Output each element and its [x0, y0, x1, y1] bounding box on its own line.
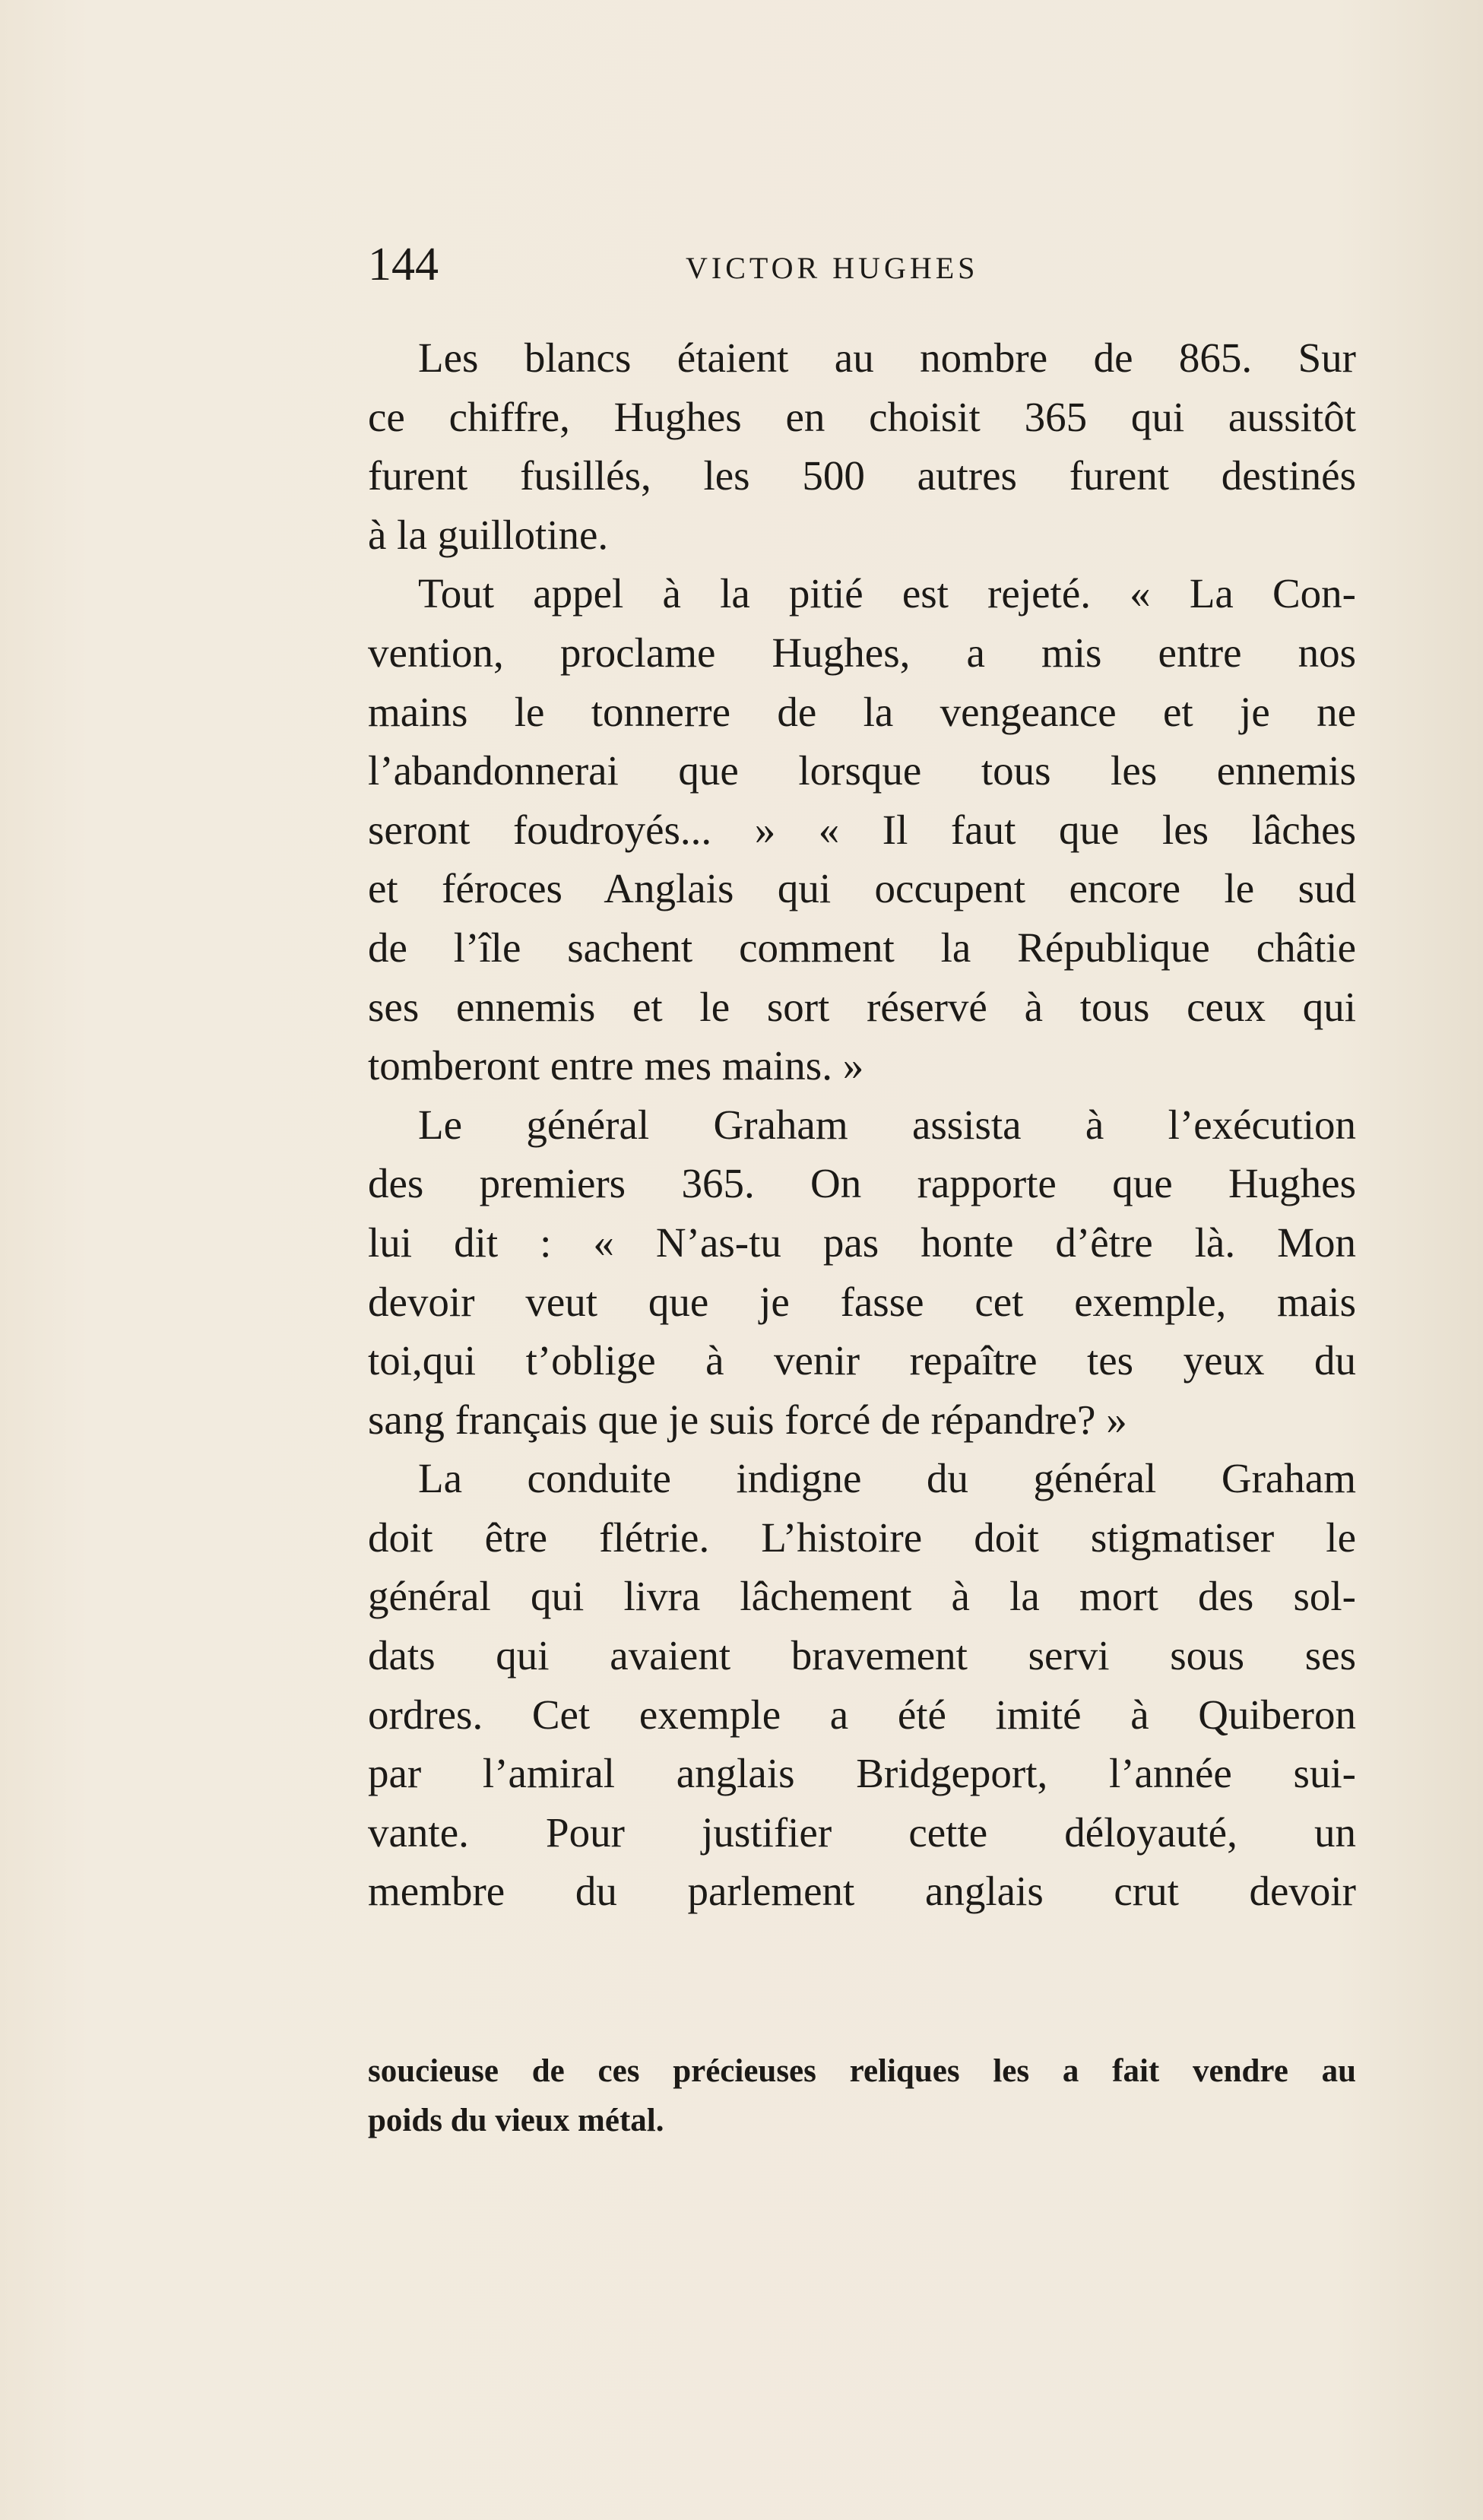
text-line: général qui livra lâchement à la mort des sol- — [368, 1573, 1356, 1620]
text-line: des premiers 365. On rapporte que Hughes — [368, 1160, 1356, 1207]
text-line: ses ennemis et le sort réservé à tous ceux qui — [368, 983, 1356, 1030]
text-line: vention, proclame Hughes, a mis entre nos — [368, 629, 1356, 676]
text-line: seront foudroyés... » « Il faut que les lâches — [368, 806, 1356, 853]
page-header — [368, 234, 1356, 295]
text-line: de l’île sachent comment la République châtie — [368, 924, 1356, 971]
text-line: Le général Graham assista à l’exécution — [418, 1101, 1356, 1148]
body-text — [368, 328, 1356, 1921]
text-line: La conduite indigne du général Graham — [418, 1455, 1356, 1502]
running-title: VICTOR HUGHES — [686, 251, 979, 285]
footnote-line: soucieuse de ces précieuses reliques les a fait vendre au — [368, 2053, 1356, 2089]
text-line: vante. Pour justifier cette déloyauté, un — [368, 1808, 1356, 1856]
text-line: ce chiffre, Hughes en choisit 365 qui aussitôt — [368, 393, 1356, 440]
text-line: et féroces Anglais qui occupent encore le sud — [368, 865, 1356, 912]
text-line: Tout appel à la pitié est rejeté. « La Con- — [418, 570, 1356, 617]
text-line: sang français que je suis forcé de répandre? » — [368, 1396, 1127, 1443]
text-line: mains le tonnerre de la vengeance et je ne — [368, 688, 1356, 735]
page-number: 144 — [368, 239, 439, 290]
text-line: par l’amiral anglais Bridgeport, l’année sui- — [368, 1750, 1356, 1797]
text-line: Les blancs étaient au nombre de 865. Sur — [418, 334, 1356, 381]
text-line: tomberont entre mes mains. » — [368, 1042, 864, 1089]
text-line: membre du parlement anglais crut devoir — [368, 1868, 1356, 1915]
footnote-line: poids du vieux métal. — [368, 2103, 664, 2138]
text-line: doit être flétrie. L’histoire doit stigmatiser le — [368, 1514, 1356, 1561]
text-line: dats qui avaient bravement servi sous ses — [368, 1632, 1356, 1679]
text-line: devoir veut que je fasse cet exemple, mais — [368, 1278, 1356, 1325]
text-line: toi,qui t’oblige à venir repaître tes yeux du — [368, 1337, 1356, 1384]
text-line: ordres. Cet exemple a été imité à Quiberon — [368, 1691, 1356, 1738]
text-line: à la guillotine. — [368, 511, 609, 558]
text-line: lui dit : « N’as-tu pas honte d’être là. Mon — [368, 1219, 1356, 1266]
text-line: furent fusillés, les 500 autres furent destinés — [368, 452, 1356, 499]
text-line: l’abandonnerai que lorsque tous les ennemis — [368, 747, 1356, 794]
footnote — [368, 2046, 1356, 2145]
